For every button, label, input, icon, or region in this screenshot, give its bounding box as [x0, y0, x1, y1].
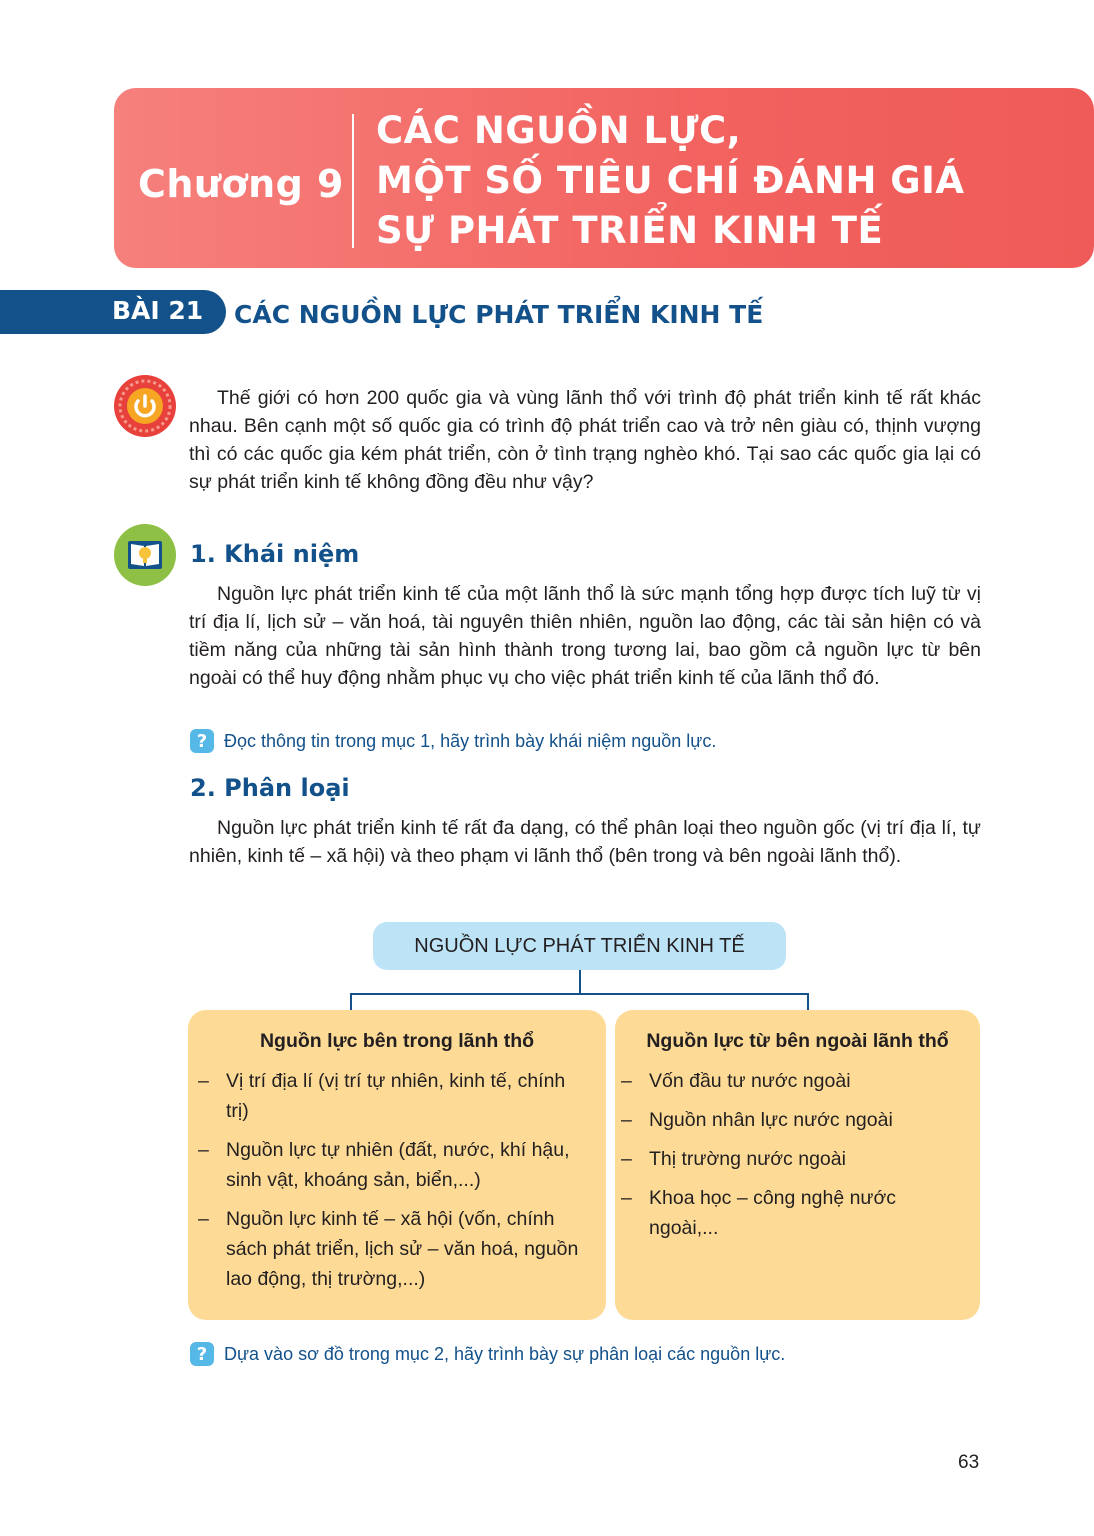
list-item: – Khoa học – công nghệ nước ngoài,... — [623, 1183, 966, 1243]
chapter-title-line: MỘT SỐ TIÊU CHÍ ĐÁNH GIÁ — [376, 159, 965, 202]
outer-resources-title: Nguồn lực từ bên ngoài lãnh thổ — [646, 1030, 949, 1052]
question-icon: ? — [190, 729, 214, 753]
diagram-connector — [579, 970, 581, 994]
list-item: – Nguồn lực kinh tế – xã hội (vốn, chính sách phát triển, lịch sử – văn hoá, nguồn lao động, thị trường,...) — [200, 1204, 592, 1294]
intro-paragraph: Thế giới có hơn 200 quốc gia và vùng lãnh thổ với trình độ phát triển kinh tế rất khác nhau. Bên cạnh một số quốc gia có trình độ phát triển cao và trở nên giàu có, thịnh vượng thì có các quốc gia kém phát triển, còn ở tình trạng nghèo khó. Tại sao các quốc gia lại có sự phát triển kinh tế không đồng đều như vậy? — [189, 387, 981, 493]
question-icon: ? — [190, 1342, 214, 1366]
diagram-connector — [350, 993, 809, 995]
outer-resources-box — [615, 1010, 980, 1320]
section1-paragraph: Nguồn lực phát triển kinh tế của một lãnh thổ là sức mạnh tổng hợp được tích luỹ từ vị trí địa lí, lịch sử – văn hoá, tài nguyên thiên nhiên, nguồn lao động, các tài sản hiện có và tiềm năng của những tài sản hình thành trong tương lai, bao gồm cả nguồn lực từ bên ngoài có thể huy động nhằm phục vụ cho việc phát triển kinh tế của lãnh thổ đó. — [189, 583, 981, 689]
question-2 — [190, 1341, 785, 1367]
inner-resources-title: Nguồn lực bên trong lãnh thổ — [259, 1030, 535, 1052]
section-heading: 2. Phân loại — [190, 774, 350, 802]
chapter-title — [376, 106, 1076, 256]
chapter-label: Chương 9 — [137, 162, 344, 206]
lesson-number: BÀI 21 — [112, 296, 204, 325]
list-item: – Vị trí địa lí (vị trí tự nhiên, kinh tế, chính trị) — [200, 1066, 592, 1126]
chapter-title-line: SỰ PHÁT TRIỂN KINH TẾ — [376, 209, 884, 252]
question-text: Đọc thông tin trong mục 1, hãy trình bày khái niệm nguồn lực. — [224, 730, 717, 751]
inner-resources-list — [200, 1066, 592, 1303]
question-text: Dựa vào sơ đồ trong mục 2, hãy trình bày sự phân loại các nguồn lực. — [224, 1343, 786, 1364]
list-item: – Thị trường nước ngoài — [623, 1144, 966, 1174]
lesson-title: CÁC NGUỒN LỰC PHÁT TRIỂN KINH TẾ — [234, 300, 764, 329]
outer-resources-list — [623, 1066, 966, 1252]
question-1 — [190, 728, 716, 754]
diagram-connector — [807, 993, 809, 1010]
diagram-connector — [350, 993, 352, 1010]
section-heading: 1. Khái niệm — [190, 540, 360, 568]
book-lightbulb-icon — [114, 524, 176, 586]
chapter-banner — [114, 88, 1094, 268]
chapter-divider — [352, 114, 354, 248]
section2-paragraph: Nguồn lực phát triển kinh tế rất đa dạng, có thể phân loại theo nguồn gốc (vị trí địa lí, tự nhiên, kinh tế – xã hội) và theo phạm vi lãnh thổ (bên trong và bên ngoài lãnh thổ). — [189, 817, 981, 867]
list-item: – Nguồn nhân lực nước ngoài — [623, 1105, 966, 1135]
inner-resources-box — [188, 1010, 606, 1320]
lesson-badge — [0, 290, 226, 334]
page-number: 63 — [958, 1452, 980, 1473]
diagram-root-box: NGUỒN LỰC PHÁT TRIỂN KINH TẾ — [373, 922, 786, 970]
power-icon — [114, 375, 176, 437]
list-item: – Nguồn lực tự nhiên (đất, nước, khí hậu, sinh vật, khoáng sản, biển,...) — [200, 1135, 592, 1195]
chapter-title-line: CÁC NGUỒN LỰC, — [376, 109, 742, 152]
list-item: – Vốn đầu tư nước ngoài — [623, 1066, 966, 1096]
